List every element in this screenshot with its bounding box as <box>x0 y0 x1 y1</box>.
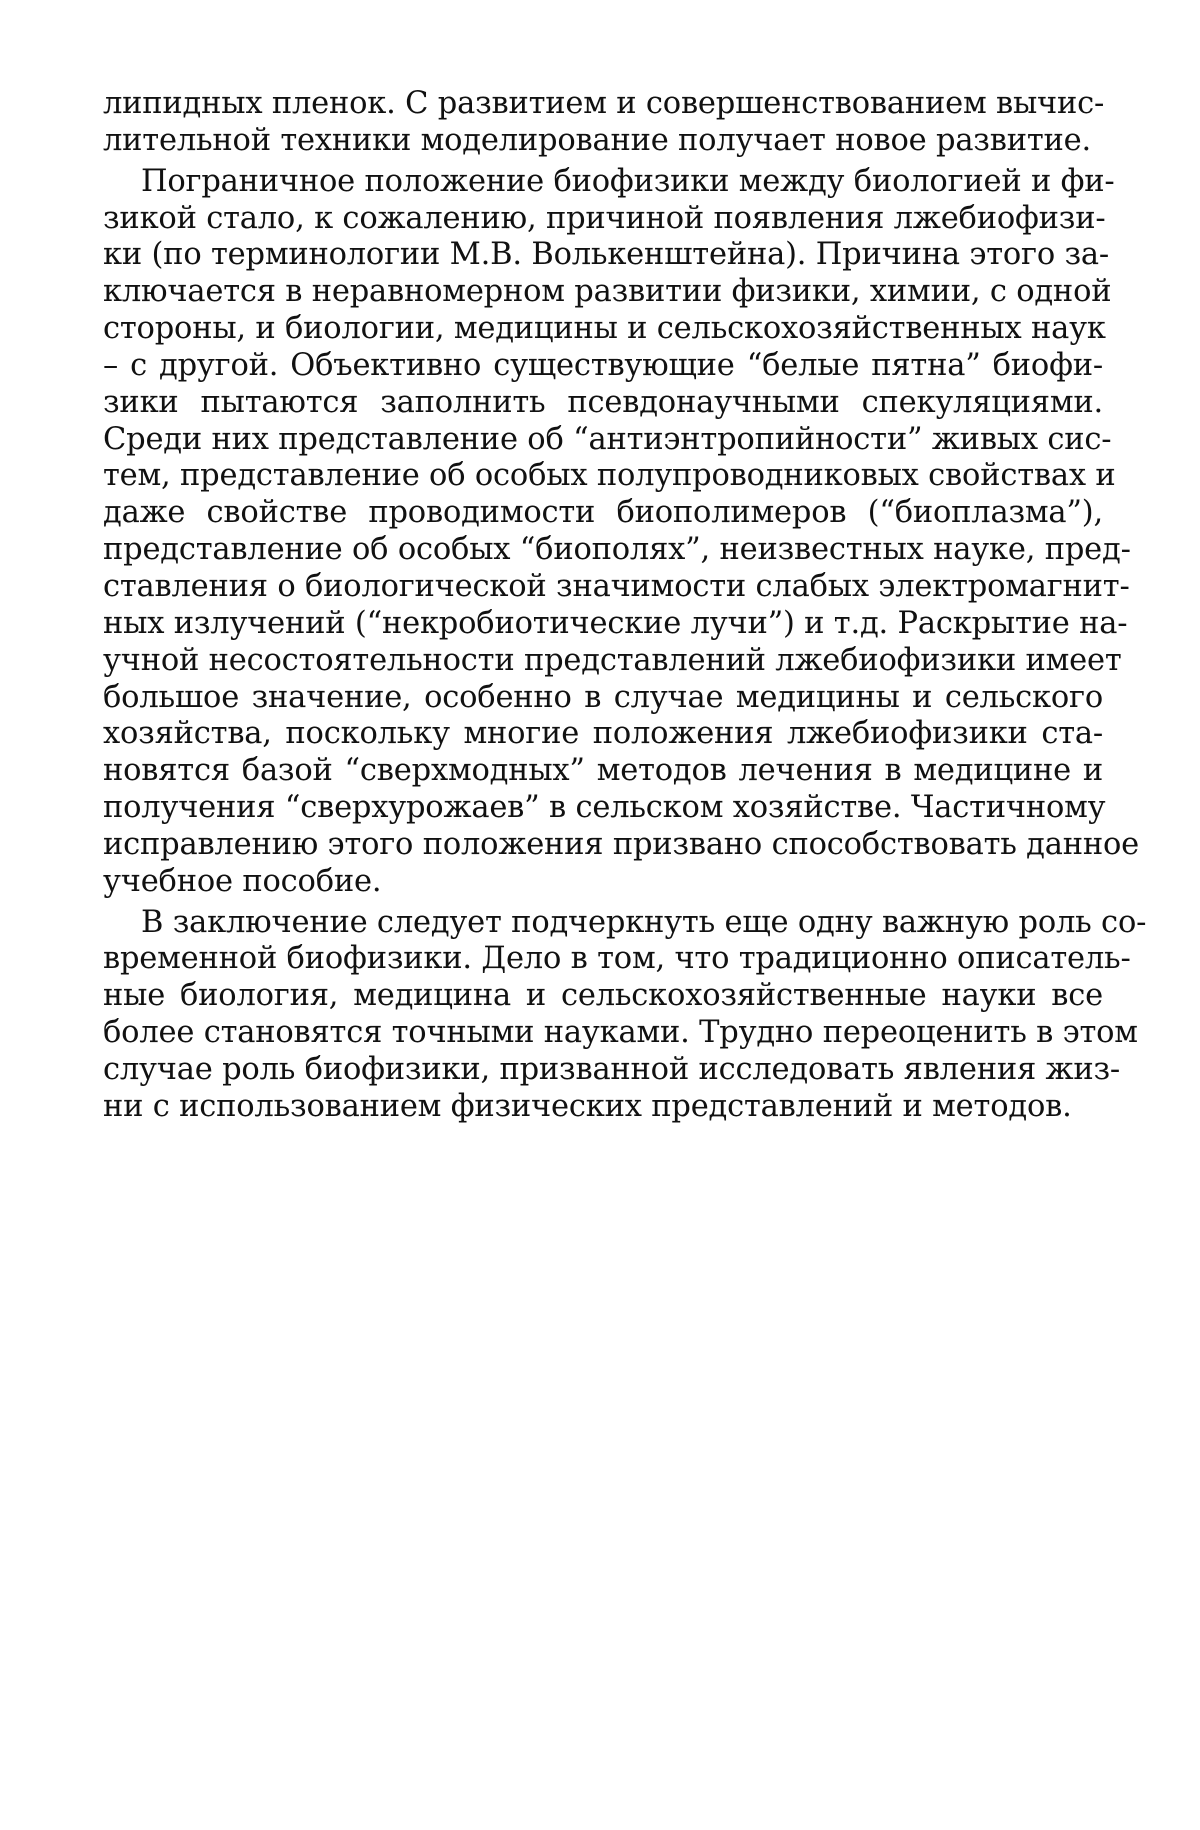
text-line: лительной техники моделирование получает новое развитие. <box>103 122 1091 158</box>
text-line: более становятся точными науками. Трудно переоценить в этом <box>103 1015 1138 1051</box>
text-line: ных излучений (“некробиотические лучи”) и т.д. Раскрытие на- <box>103 605 1128 641</box>
text-line: получения “сверхурожаев” в сельском хозяйстве. Частичному <box>103 790 1106 826</box>
text-line: липидных пленок. С развитием и совершенствованием вычис- <box>103 86 1105 121</box>
text-line: учной несостоятельности представлений лжебиофизики имеет <box>103 642 1122 678</box>
paragraph-1 <box>103 86 1103 160</box>
text-line: большое значение, особенно в случае медицины и сельского <box>103 679 1103 715</box>
text-line: новятся базой “сверхмодных” методов лечения в медицине и <box>103 753 1103 789</box>
paragraph-2 <box>103 163 1140 901</box>
text-line: зики пытаются заполнить псевдонаучными спекуляциями. <box>103 384 1103 420</box>
text-line: ные биология, медицина и сельскохозяйственные науки все <box>103 978 1103 1014</box>
text-line: Среди них представление об “антиэнтропийности” живых сис- <box>103 421 1112 457</box>
text-line: исправлению этого положения призвано способствовать данное <box>103 826 1140 862</box>
text-line: ключается в неравномерном развитии физики, химии, с одной <box>103 274 1112 310</box>
text-line: тем, представление об особых полупроводниковых свойствах и <box>103 458 1116 494</box>
text-line: даже свойстве проводимости биополимеров (“биоплазма”), <box>103 495 1103 531</box>
text-line: зикой стало, к сожалению, причиной появления лжебиофизи- <box>103 200 1106 236</box>
text-line: случае роль биофизики, призванной исследовать явления жиз- <box>103 1051 1121 1087</box>
text-line: ки (по терминологии М.В. Волькенштейна). Причина этого за- <box>103 237 1109 273</box>
text-line: ставления о биологической значимости слабых электромагнит- <box>103 568 1130 604</box>
text-line: учебное пособие. <box>103 863 382 899</box>
text-line: – с другой. Объективно существующие “белые пятна” биофи- <box>103 347 1103 383</box>
paragraph-3 <box>103 904 1147 1126</box>
text-line: хозяйства, поскольку многие положения лжебиофизики ста- <box>103 716 1103 752</box>
text-line: Пограничное положение биофизики между биологией и фи- <box>141 163 1115 199</box>
text-line: временной биофизики. Дело в том, что традиционно описатель- <box>103 941 1131 977</box>
text-line: В заключение следует подчеркнуть еще одну важную роль со- <box>141 904 1147 940</box>
text-line: стороны, и биологии, медицины и сельскохозяйственных наук <box>103 311 1106 347</box>
text-line: представление об особых “биополях”, неизвестных науке, пред- <box>103 532 1131 568</box>
text-line: ни с использованием физических представлений и методов. <box>103 1088 1072 1124</box>
page-text <box>103 86 1147 1126</box>
